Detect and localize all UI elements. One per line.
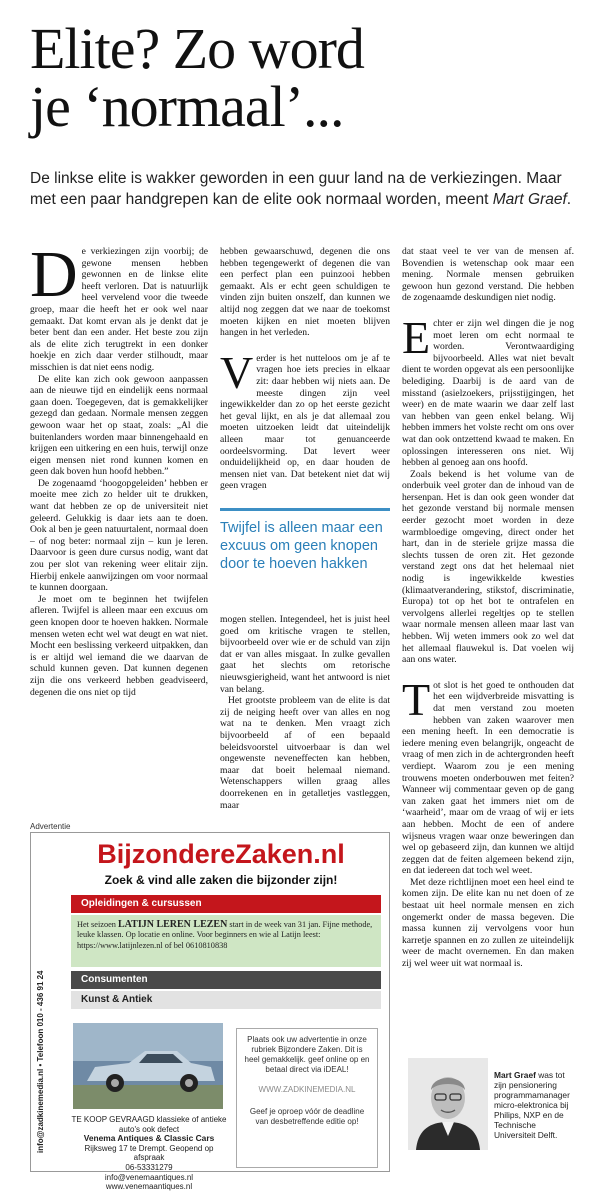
standfirst-author: Mart Graef bbox=[492, 191, 567, 208]
ad-car-listing: TE KOOP GEVRAAGD klassieke of antieke auto's ook defect Venema Antiques & Classic Cars Rijksweg 17 te Drempt. Geopend op afspraak 06-53331279 info@venemaantiques.nl www.venemaantiques.nl bbox=[71, 1115, 227, 1192]
ad-promo-link[interactable]: WWW.ZADKINEMEDIA.NL bbox=[258, 1085, 356, 1094]
paragraph: De verkiezingen zijn voorbij; de gewone mensen hebben gewonnen en de linkse elite heeft verloren. Dat is natuurlijk heel vervelend voor die tweede groep, maar die heeft het er ook wel naar gemaakt. Dat komt ervan als je denkt dat je beter bent dan een ander. Het beste zou zijn als de elite zich terugtrekt in een donker hoekje en zich daar verder stilhoudt, maar misschien is dat niet eens nodig. bbox=[30, 238, 208, 373]
headline bbox=[30, 16, 590, 139]
standfirst-text: De linkse elite is wakker geworden in een guur land na de verkiezingen. Maar met een paar handgrepen kan de elite ook normaal worden, meent bbox=[30, 170, 562, 208]
paragraph: Tot slot is het goed te onthouden dat het een wijdverbreide misvatting is dat men verstand zou moeten hebben van zaken waarover men een mening heeft. In een democratie is iedere mening even belangrijk, ongeacht de vraag of men zich in de achtergronden heeft verdiept. Waarom zou je een mening trouwens moeten onderbouwen met feiten? Wanneer wij commentaar geven op de gang van zaken gaat het immers niet om de ‘waarheid’, maar om de vraag of wij er iets aan hebben. Mocht de een of andere wijsneus vragen waar onze beweringen dan wel op gebaseerd zijn, dan kunnen we altijd zeggen dat de feiten algemeen bekend zijn, en dat iedereen dat toch wel weet. bbox=[402, 673, 574, 877]
paragraph: hebben gewaarschuwd, degenen die ons hebben tegengewerkt of degenen die van een perfect plan een puinzooi hebben gemaakt. Als er echt geen schuldigen te vinden zijn buiten onszelf, dan kunnen we altijd nog zeggen dat we naar de toekomst moeten kijken en niet moeten blijven hangen in het verleden. bbox=[220, 246, 390, 339]
drop-cap: E bbox=[402, 311, 431, 363]
ad-tagline: Zoek & vind alle zaken die bijzonder zijn! bbox=[104, 873, 338, 887]
paragraph: De zogenaamd ‘hoogopgeleiden’ hebben er moeite mee zich zo helder uit te drukken, want dat hebben ze op de universiteit niet geleerd. Gelukkig is daar iets aan te doen. Ook al ben je geen natuurtalent, normaal doen – of nog beter: normaal zijn – kun je leren. Daarvoor is geen dure cursus nodig, want dat zou per slot van rekening weer elitair zijn. Hierbij enkele aanwijzingen om voor normaal te kunnen doorgaan. bbox=[30, 477, 208, 594]
paragraph: mogen stellen. Integendeel, het is juist heel goed om kritische vragen te stellen, bijvoorbeeld over wie er de schuld van zijn dat er van alles misgaat. In zulke gevallen gaat het slechts om retorische nieuwsgierigheid, want het antwoord is niet van belang. bbox=[220, 614, 390, 695]
pull-quote: Twijfel is alleen maar een excuus om geen knopen door te hoeven hakken bbox=[220, 508, 390, 573]
standfirst bbox=[30, 168, 586, 210]
article-column-2-top bbox=[220, 246, 390, 492]
standfirst-end: . bbox=[566, 191, 572, 208]
ad-category-bar: Consumenten bbox=[71, 971, 381, 989]
paragraph: Zoals bekend is het volume van de onderbuik veel groter dan de inhoud van de hersenpan. Het is dan ook geen wonder dat het gezonde verstand bij normale mensen eerder gezocht moet worden in deze warmbloedige omgeving, direct onder het hart, dan in de steriele grijze massa die slechts tussen de oren zit. Het gezonde verstand zegt ons dat het helemaal niet nodig is ingewikkelde kwesties (klimaatverandering, stikstof, discriminatie, Europa) tot op het bot te ontrafelen en vervolgens allerlei regeltjes op te stellen waar normale mensen alleen maar last van hebben. Wij weten immers ook zo wel dat het allemaal flauwekul is. Dat voelen wij aan ons water. bbox=[402, 468, 574, 666]
drop-cap: T bbox=[402, 673, 431, 725]
ad-section-heading: Kunst & Antiek bbox=[71, 991, 381, 1009]
ad-logo: BijzondereZaken.nl bbox=[97, 839, 345, 869]
paragraph: dat staat veel te ver van de mensen af. Bovendien is wetenschap ook maar een mening. Normale mensen gebruiken gewoon hun gezond verstand. Die hebben de zogenaamde deskundigen niet nodig. bbox=[402, 246, 574, 304]
article-column-3 bbox=[402, 246, 574, 970]
author-photo bbox=[408, 1058, 488, 1150]
author-name: Mart Graef bbox=[494, 1070, 536, 1080]
paragraph: Je moet om te beginnen het twijfelen afleren. Twijfel is alleen maar een excuus om geen knopen door te hoeven hakken. Normale mensen weten echt wel wat deugt en wat niet. Mocht een beslissing verkeerd uitpakken, dan is er altijd wel iemand die we daarvan de schuld kunnen geven. Dat kunnen degenen zijn die ons verkeerd hebben geadviseerd, degenen die ons niet op tijd bbox=[30, 593, 208, 698]
paragraph: Met deze richtlijnen moet een heel eind te komen zijn. De elite kan nu net doen of ze bestaat uit heel normale mensen en zich ongemerkt onder de massa begeven. Die massa kunnen zij vervolgens voor hun karretje spannen en zo zullen ze uiteindelijk weer de macht overnemen. En dan maken zij wel weer uit wat normaal is. bbox=[402, 876, 574, 970]
paragraph: Het grootste probleem van de elite is dat zij de neiging heeft over van alles en nog wat na te denken. Men vraagt zich bijvoorbeeld af of een bepaald beleidsvoorstel uitvoerbaar is dan wel ongewenste neveneffecten kan hebben, maar dat boeit helemaal niemand. Wetenschappers willen graag alles doorrekenen en in getalletjes vastleggen, maar bbox=[220, 695, 390, 811]
headline-line-2: je ‘normaal’... bbox=[30, 74, 344, 139]
drop-cap: D bbox=[30, 238, 78, 311]
paragraph: Echter er zijn wel dingen die je nog moet leren om echt normaal te worden. Verontwaardiging bijvoorbeeld. Alles wat niet bevalt dient te worden opgevat als een persoonlijke belediging. Daarbij is de aard van de misstand (asielzoekers, prijsstijgingen, het weer) en de mate waarin we daar zelf last van hebben van geen enkel belang. Wij hebben immers het volste recht om ons over wat dan ook ontzettend kwaad te maken. En oplossingen interesseren ons niet. Wij hebben al genoeg aan ons hoofd. bbox=[402, 311, 574, 469]
ad-category-bar: Opleidingen & cursussen bbox=[71, 895, 381, 913]
ad-contact-strip: info@zadkinemedia.nl • Telefoon 010 - 436 91 24 bbox=[36, 970, 45, 1153]
paragraph: Verder is het nutteloos om je af te vragen hoe iets precies in elkaar zit: daar hebben wij niets aan. De meeste dingen zijn veel ingewikkelder dan zo op het eerste gezicht het geval lijkt, en als je dat allemaal zou moeten uitzoeken leidt dat uiteindelijk alleen maar tot genuanceerde oordeelsvorming. Dat levert weer onduidelijkheid op, en daar houden de mensen niet van. Dat betekent niet dat wij geen vragen bbox=[220, 346, 390, 492]
drop-cap: V bbox=[220, 346, 254, 398]
advertisement-label: Advertentie bbox=[30, 822, 71, 831]
paragraph: De elite kan zich ook gewoon aanpassen aan de nieuwe tijd en eindelijk eens normaal gaan doen. Toegegeven, dat is gemakkelijker gezegd dan gedaan. Normale mensen zeggen gewoon waar het op staat, zoals: „Al die buitenlanders worden maar binnengehaald en krijgen een uitkering en een huis, terwijl onze eigen mensen niet rond kunnen komen en geen dak boven hun hoofd hebben.” bbox=[30, 373, 208, 478]
article-column-2-bottom bbox=[220, 614, 390, 811]
headline-line-1: Elite? Zo word bbox=[30, 16, 364, 81]
ad-course-listing: Het seizoen LATIJN LEREN LEZEN start in de week van 31 jan. Fijne methode, leuke klassen. Op locatie en online. Voor beginners en wie al Latijn leest: https://www.latijnlezen.nl of bel 0610810838 bbox=[71, 915, 381, 967]
ad-promo-box: Plaats ook uw advertentie in onze rubriek Bijzondere Zaken. Dit is heel gemakkelijk. geef online op en betaal direct via iDEAL! WWW.ZADKINEMEDIA.NL Geef je oproep vóór de deadline van desbetreffende editie op! bbox=[236, 1028, 378, 1168]
advertisement[interactable] bbox=[30, 832, 390, 1192]
classic-car-photo bbox=[73, 1023, 223, 1109]
article-column-1 bbox=[30, 238, 208, 698]
author-bio: Mart Graef was tot zijn pensionering programmamanager micro-elektronica bij Philips, NXP en de Technische Universiteit Delft. bbox=[494, 1070, 570, 1140]
